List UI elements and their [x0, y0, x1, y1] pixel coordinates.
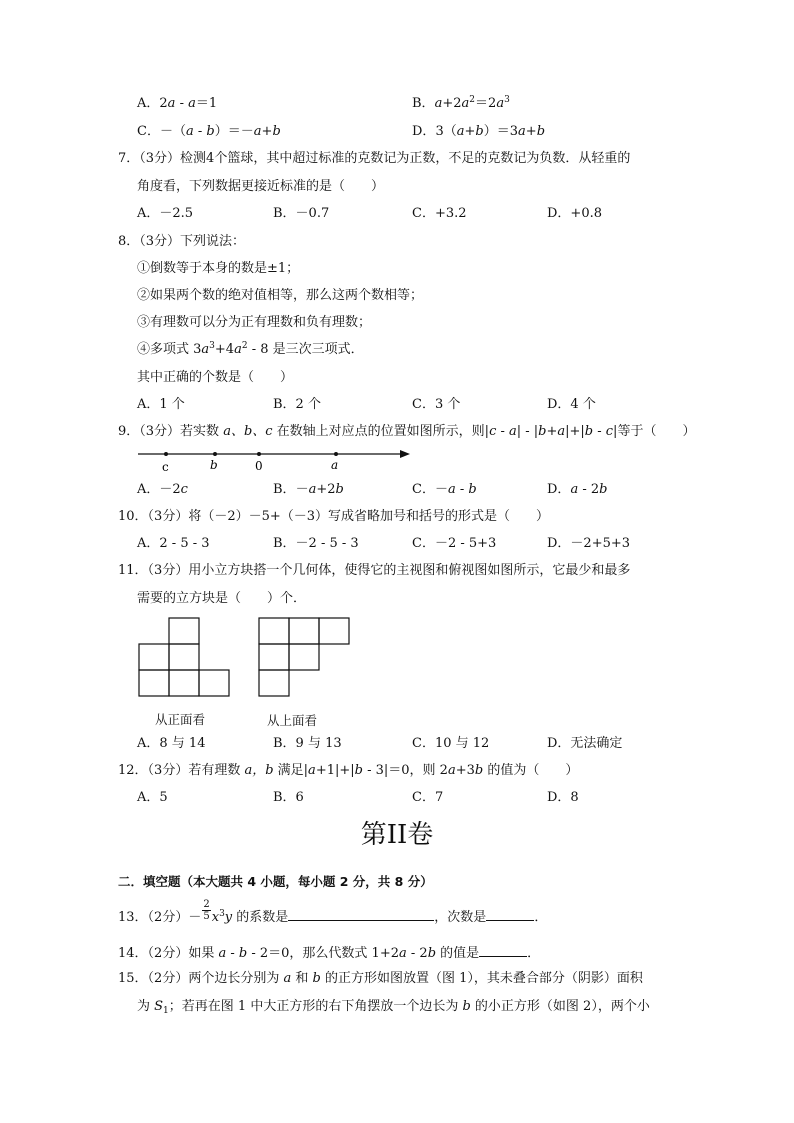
q9-option-b: B．－a+2b — [273, 482, 344, 497]
front-cell — [139, 644, 169, 670]
q8-option-a: A．1 个 — [137, 397, 185, 412]
q7-option-c: C．+3.2 — [412, 206, 467, 221]
q15-stem-line1: 15．（2分）两个边长分别为 a 和 b 的正方形如图放置（图 1），其未叠合部分（阴影）面积 — [118, 971, 643, 986]
point-b — [213, 452, 217, 456]
front-cell — [169, 618, 199, 644]
q12-option-a: A．5 — [137, 790, 168, 805]
q15-stem-line2: 为 $S_1$；若再在图 1 中大正方形的右下角摆放一个边长为 b 的小正方形（如图 2），两个小 — [137, 999, 650, 1016]
q12-option-d: D．8 — [547, 790, 579, 805]
label-c: c — [162, 460, 169, 474]
q8-stem: 8．（3分）下列说法： — [118, 234, 246, 249]
caption-front-view: 从正面看 — [155, 712, 206, 727]
q11-option-a: A．8 与 14 — [137, 736, 206, 751]
label-a: a — [331, 458, 339, 472]
q7-stem-line2: 角度看，下列数据更接近标准的是（ ） — [137, 179, 385, 194]
q11-stem-line2: 需要的立方块是（ ）个． — [137, 591, 307, 606]
q12-stem: 12．（3分）若有理数 a，b 满足|a+1|+|b - 3|＝0，则 2a+3b 的值为（ ） — [118, 763, 579, 778]
q11-stem-line1: 11．（3分）用小立方块搭一个几何体，使得它的主视图和俯视图如图所示，它最少和最多 — [118, 563, 631, 578]
q13-answer-blank-2[interactable] — [486, 908, 534, 921]
q10-option-c: C．－2 - 5+3 — [412, 536, 497, 551]
point-zero — [257, 452, 261, 456]
q13-stem: 13．（2分）－ $\frac{2}{5}$ $x^3y$ 的系数是 ，次数是 ． — [118, 899, 548, 925]
q10-option-a: A．2 - 5 - 3 — [137, 536, 210, 551]
front-cell — [169, 644, 199, 670]
label-b: b — [210, 458, 218, 472]
q8-question: 其中正确的个数是（ ） — [137, 370, 294, 385]
section-two-heading: 二．填空题（本大题共 4 小题，每小题 2 分，共 8 分） — [118, 874, 433, 889]
q10-stem: 10．（3分）将（－2）－5+（－3）写成省略加号和括号的形式是（ ） — [118, 509, 550, 524]
q9-stem: 9．（3分）若实数 a、b、c 在数轴上对应点的位置如图所示，则|c - a| - |b+a|+|b - c|等于（ ） — [118, 424, 696, 439]
q7-option-a: A．－2.5 — [137, 206, 194, 221]
q8-option-d: D．4 个 — [547, 397, 596, 412]
q12-option-c: C．7 — [412, 790, 444, 805]
q14-stem: 14．（2分）如果 a - b - 2＝0，那么代数式 1+2a - 2b 的值是 ． — [118, 946, 541, 961]
top-cell — [259, 618, 289, 644]
q6-option-a: A．2a - a＝1 — [137, 96, 218, 111]
q6-option-c: C．－（a - b）＝－a+b — [137, 124, 281, 139]
q10-option-d: D．－2+5+3 — [547, 536, 631, 551]
top-cell — [319, 618, 349, 644]
q7-stem-line1: 7．（3分）检测4个篮球，其中超过标准的克数记为正数，不足的克数记为负数．从轻重的 — [118, 151, 631, 166]
q8-statement-3: ③有理数可以分为正有理数和负有理数； — [137, 315, 372, 330]
q7-option-b: B．－0.7 — [273, 206, 330, 221]
q11-option-b: B．9 与 13 — [273, 736, 342, 751]
q9-option-d: D．a - 2b — [547, 482, 608, 497]
q13-fraction: $\frac{2}{5}$ — [203, 899, 210, 922]
q12-option-b: B．6 — [273, 790, 304, 805]
front-view-figure — [138, 617, 232, 697]
front-cell — [139, 670, 169, 696]
number-line-arrow — [400, 450, 410, 458]
front-cell — [169, 670, 199, 696]
caption-top-view: 从上面看 — [267, 713, 318, 728]
q11-option-d: D．无法确定 — [547, 736, 623, 751]
top-cell — [289, 618, 319, 644]
number-line-figure — [130, 444, 420, 476]
q14-answer-blank[interactable] — [479, 944, 527, 957]
q8-option-b: B．2 个 — [273, 397, 321, 412]
top-cell — [289, 644, 319, 670]
part-two-title: 第II卷 — [360, 820, 434, 850]
point-c — [164, 452, 168, 456]
q9-option-c: C．－a - b — [412, 482, 477, 497]
top-view-figure — [258, 617, 352, 697]
q6-option-d: D．3（a+b）＝3a+b — [412, 124, 546, 139]
q13-answer-blank-1[interactable] — [288, 908, 434, 921]
top-cell — [259, 644, 289, 670]
top-cell — [259, 670, 289, 696]
label-zero: 0 — [255, 459, 263, 473]
q9-option-a: A．－2c — [137, 482, 188, 497]
front-cell — [199, 670, 229, 696]
q6-option-b: B．$a+2a^2=2a^3$ — [412, 95, 510, 111]
q7-option-d: D．+0.8 — [547, 206, 602, 221]
q8-option-c: C．3 个 — [412, 397, 461, 412]
q8-statement-1: ①倒数等于本身的数是±1； — [137, 261, 300, 276]
q8-statement-2: ②如果两个数的绝对值相等，那么这两个数相等； — [137, 288, 424, 303]
q10-option-b: B．－2 - 5 - 3 — [273, 536, 359, 551]
q8-statement-4: ④多项式 $3a^3+4a^2 - 8$ 是三次三项式． — [137, 341, 364, 357]
point-a — [334, 452, 338, 456]
q11-option-c: C．10 与 12 — [412, 736, 490, 751]
